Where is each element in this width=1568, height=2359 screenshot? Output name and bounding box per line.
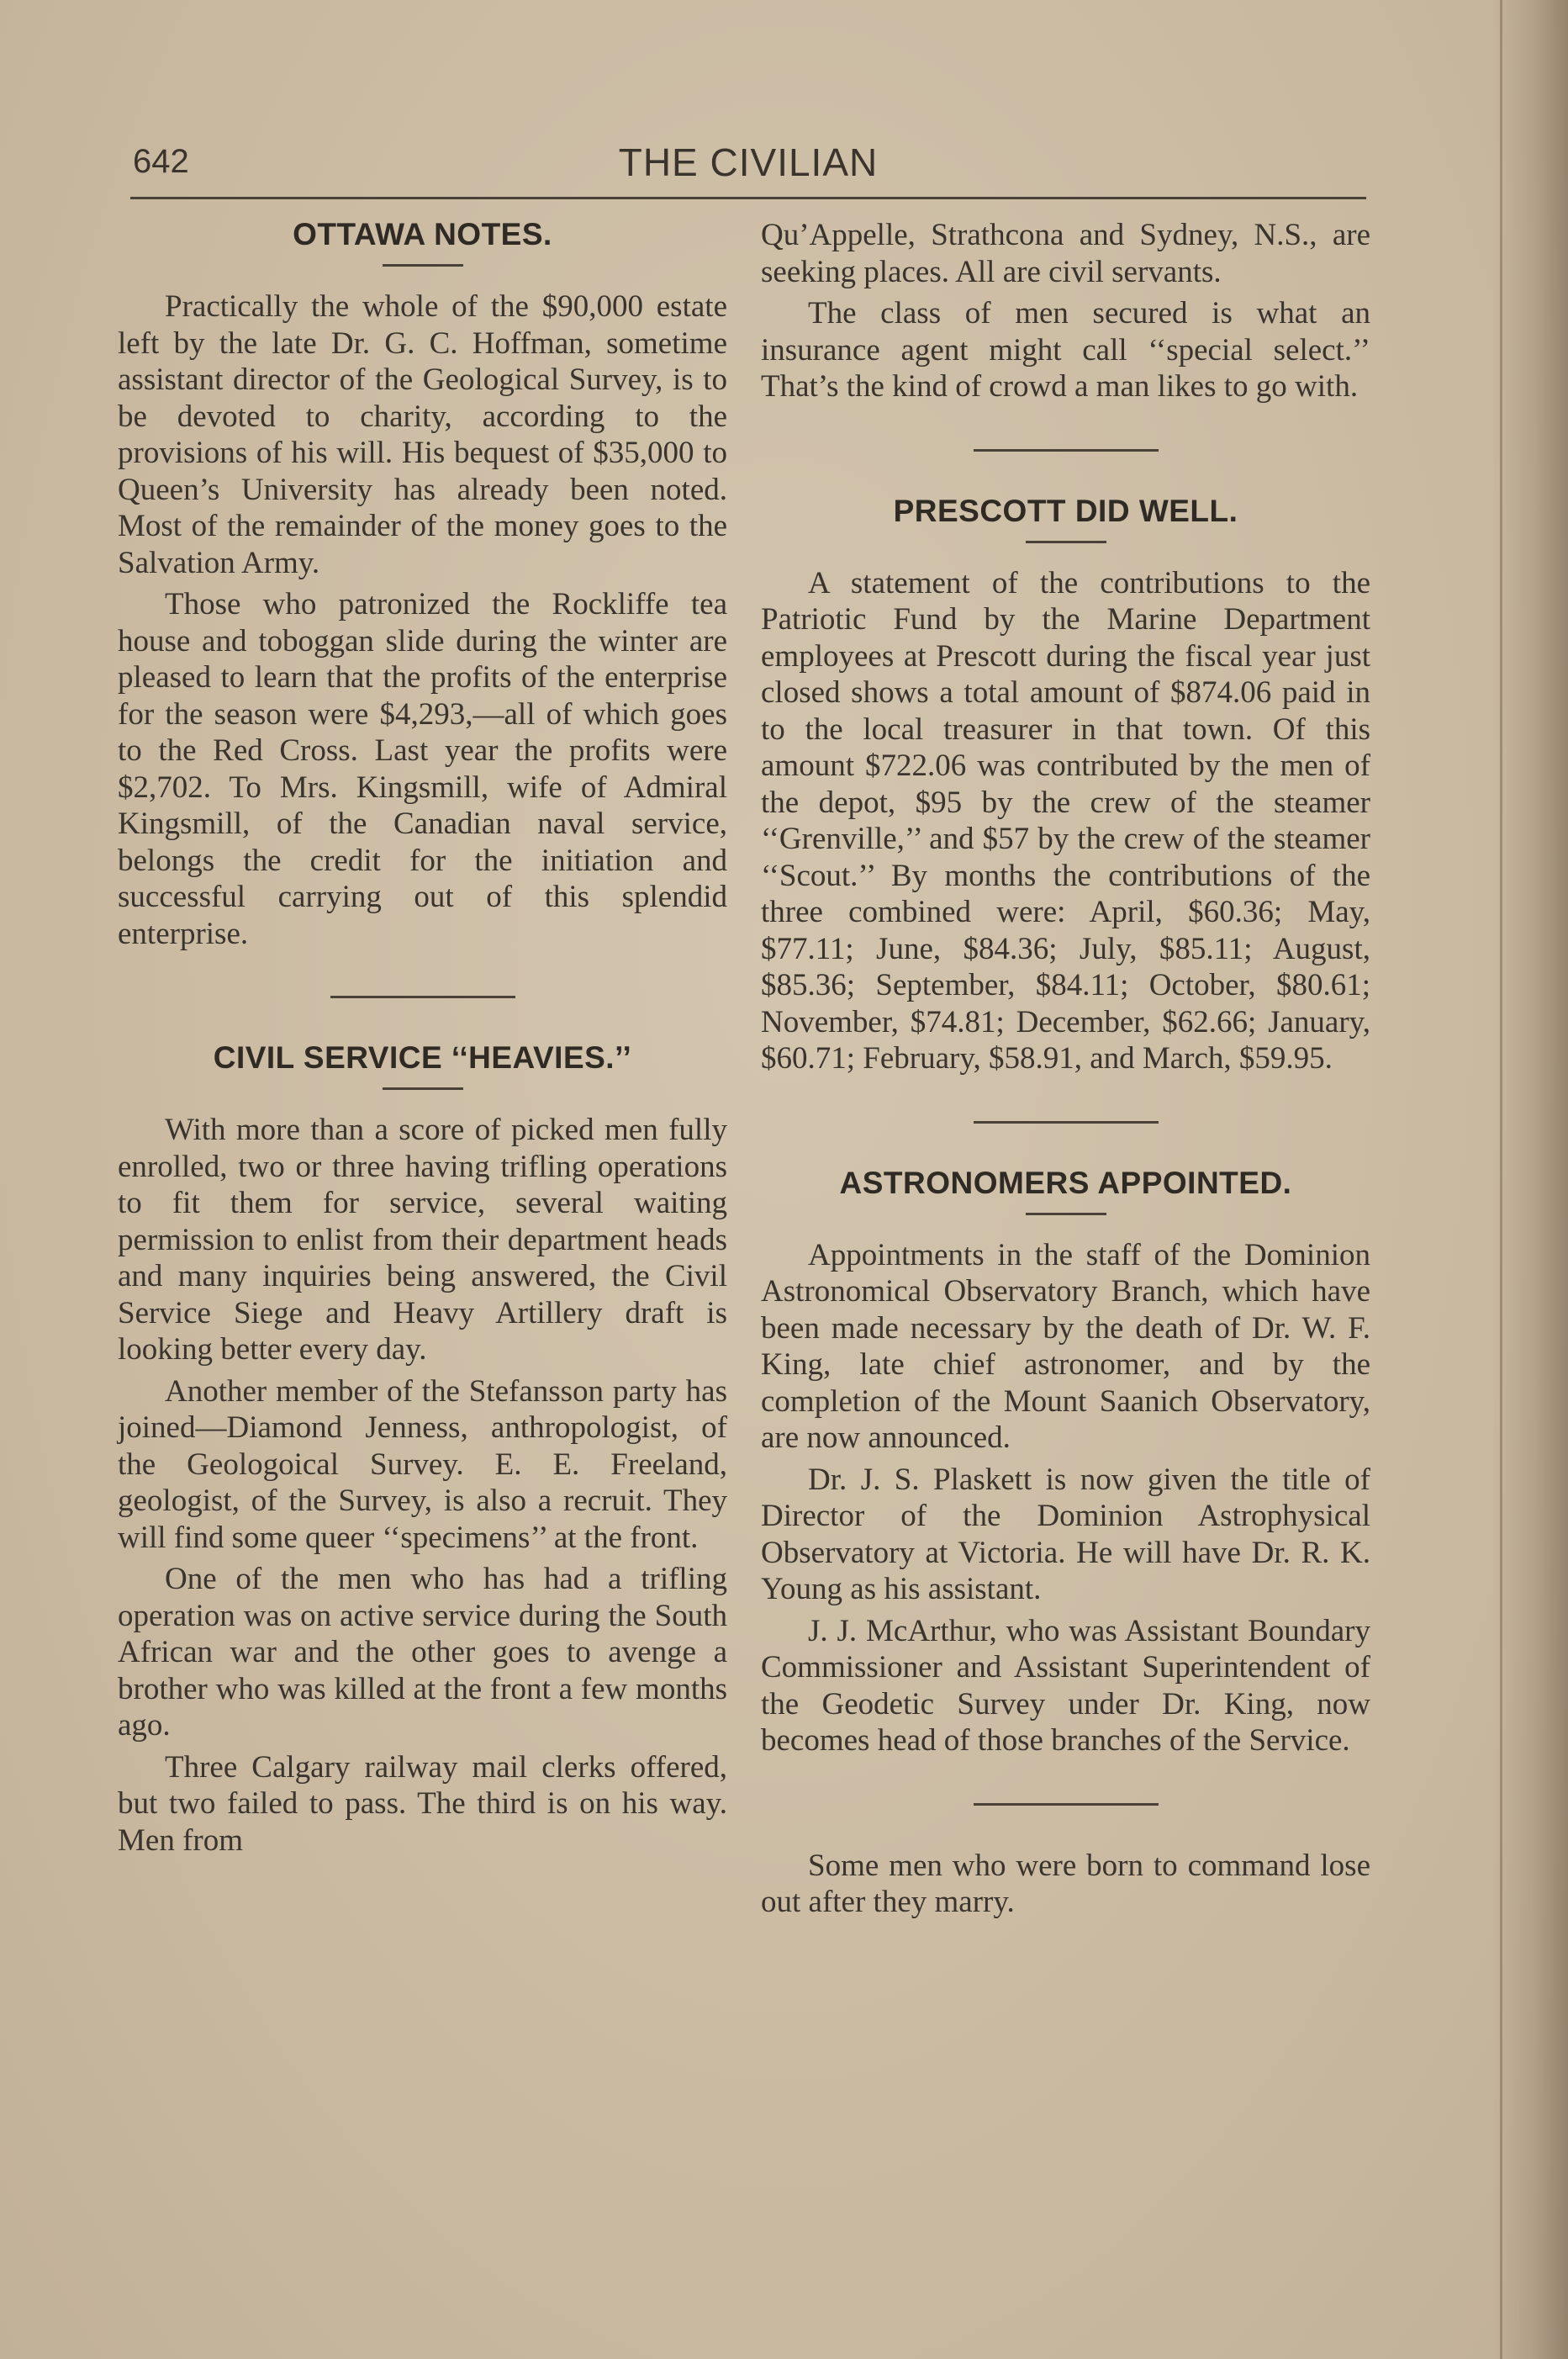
header-rule — [130, 197, 1366, 199]
article-paragraph: A statement of the contributions to the Patriotic Fund by the Marine Department employees at Prescott during the fiscal year just closed shows a total amount of $874.06 paid in to the local treasurer in that town. Of this amount $722.06 was contributed by the men of the depot, $95 by the crew of the steamer ‘‘Grenville,’’ and $57 by the crew of the steamer ‘‘Scout.’’ By months the contributions of the three combined were: April, $60.36; May, $77.11; June, $84.36; July, $85.11; August, $85.36; September, $84.11; October, $80.61; November, $74.81; December, $62.66; January, $60.71; February, $58.91, and March, $59.95. — [761, 565, 1370, 1076]
article-heading: ASTRONOMERS APPOINTED. — [839, 1165, 1292, 1200]
heading-rule — [1026, 1213, 1106, 1215]
article-paragraph: With more than a score of picked men fully enrolled, two or three having trifling operations to fit them for service, several waiting permission to enlist from their department heads and many inquiries being answered, the Civil Service Siege and Heavy Artillery draft is looking better every day. — [118, 1113, 727, 1367]
heading-rule — [383, 1087, 463, 1090]
closing-remark: Some men who were born to command lose out after they marry. — [761, 1848, 1370, 1919]
article-paragraph: Appointments in the staff of the Dominion Astronomical Observatory Branch, which have been made necessary by the death of Dr. W. F. King, late chief astronomer, and by the completion of the Mount Saanich Observatory, are now announced. — [761, 1237, 1370, 1455]
article-heading: CIVIL SERVICE ‘‘HEAVIES.’’ — [213, 1040, 632, 1075]
article-continuation — [761, 217, 1370, 405]
right-column — [761, 217, 1370, 1926]
article-paragraph: Three Calgary railway mail clerks offered, but two failed to pass. The third is on his way. Men from — [118, 1749, 727, 1858]
heading-rule — [383, 264, 463, 267]
article-paragraph: Qu’Appelle, Strathcona and Sydney, N.S., are seeking places. All are civil servants. — [761, 218, 1370, 289]
article-civil-service-heavies — [118, 1040, 727, 1859]
article-paragraph: One of the men who has had a trifling operation was on active service during the South African war and the other goes to avenge a brother who was killed at the front a few months ago. — [118, 1562, 727, 1743]
book-spine-shadow — [1492, 0, 1568, 2359]
heading-rule — [1026, 541, 1106, 543]
article-paragraph: Those who patronized the Rockliffe tea house and toboggan slide during the winter are pleased to learn that the profits of the enterprise for the season were $4,293,—all of which goes to the Red Cross. Last year the profits were $2,702. To Mrs. Kingsmill, wife of Admiral Kingsmill, of the Canadian naval service, belongs the credit for the initiation and successful carrying out of this splendid enterprise. — [118, 587, 727, 951]
book-gutter-line — [1500, 0, 1502, 2359]
page-number: 642 — [133, 143, 189, 180]
article-prescott-did-well — [761, 494, 1370, 1077]
article-heading: OTTAWA NOTES. — [293, 217, 552, 251]
article-paragraph: J. J. McArthur, who was Assistant Boundary Commissioner and Assistant Superintendent of the Geodetic Survey under Dr. King, now becomes head of those branches of the Service. — [761, 1613, 1370, 1758]
article-paragraph: The class of men secured is what an insurance agent might call ‘‘special select.’’ That’s the kind of crowd a man likes to go with. — [761, 296, 1370, 404]
article-paragraph: Another member of the Stefansson party has joined—Diamond Jenness, anthropologist, of the Geologoical Survey. E. E. Freeland, geologist, of the Survey, is also a recruit. They will find some queer ‘‘specimens’’ at the front. — [118, 1373, 727, 1555]
section-divider — [974, 1803, 1159, 1806]
article-astronomers-appointed — [761, 1166, 1370, 1759]
article-paragraph: Dr. J. S. Plaskett is now given the title of Director of the Dominion Astrophysical Observatory at Victoria. He will have Dr. R. K. Young as his assistant. — [761, 1462, 1370, 1606]
journal-title: THE CIVILIAN — [618, 140, 879, 184]
section-divider — [974, 449, 1159, 452]
section-divider — [330, 996, 515, 998]
section-divider — [974, 1121, 1159, 1124]
left-column — [118, 217, 727, 1864]
article-heading: PRESCOTT DID WELL. — [893, 493, 1238, 528]
article-ottawa-notes — [118, 217, 727, 952]
running-header — [130, 136, 1366, 195]
article-paragraph: Practically the whole of the $90,000 estate left by the late Dr. G. C. Hoffman, sometime assistant director of the Geological Survey, is to be devoted to charity, according to the provisions of his will. His bequest of $35,000 to Queen’s University has already been noted. Most of the remainder of the money goes to the Salvation Army. — [118, 289, 727, 580]
